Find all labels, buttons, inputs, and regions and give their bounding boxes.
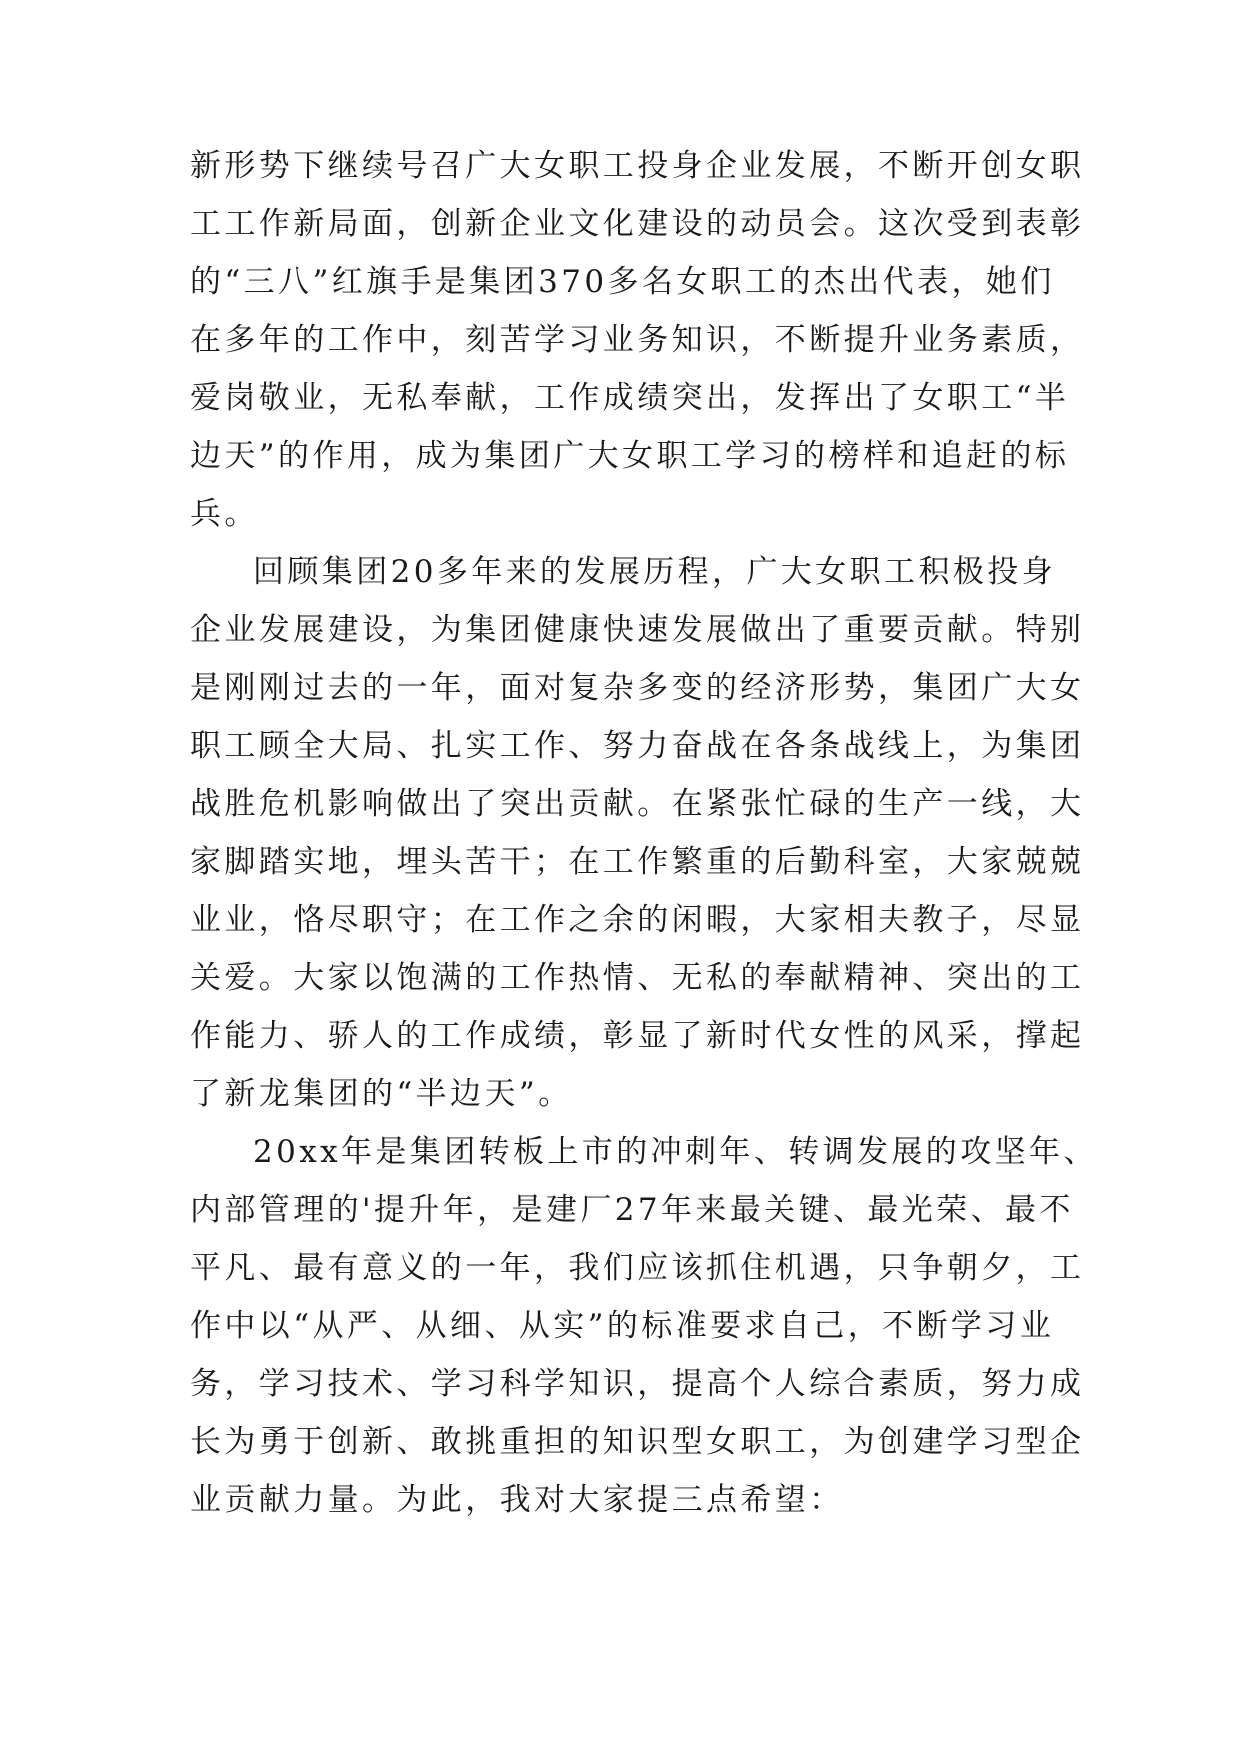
paragraph-line: 职工顾全大局、扎实工作、努力奋战在各条战线上，为集团 — [190, 728, 1085, 764]
paragraph-line: 作能力、骄人的工作成绩，彰显了新时代女性的风采，撑起 — [190, 1018, 1085, 1054]
paragraph-line: 工工作新局面，创新企业文化建设的动员会。这次受到表彰 — [190, 206, 1085, 242]
paragraph-line: 长为勇于创新、敢挑重担的知识型女职工，为创建学习型企 — [190, 1424, 1085, 1460]
paragraph-line: 家脚踏实地，埋头苦干；在工作繁重的后勤科室，大家兢兢 — [190, 844, 1085, 880]
paragraph-line: 内部管理的'提升年，是建厂27年来最关键、最光荣、最不 — [190, 1192, 1074, 1228]
paragraph-line: 业业，恪尽职守；在工作之余的闲暇，大家相夫教子，尽显 — [190, 902, 1085, 938]
paragraph-line: 回顾集团20多年来的发展历程，广大女职工积极投身 — [253, 554, 1057, 590]
paragraph-line: 关爱。大家以饱满的工作热情、无私的奉献精神、突出的工 — [190, 960, 1085, 996]
paragraph-line: 战胜危机影响做出了突出贡献。在紧张忙碌的生产一线，大 — [190, 786, 1085, 822]
paragraph-line: 是刚刚过去的一年，面对复杂多变的经济形势，集团广大女 — [190, 670, 1085, 706]
paragraph-line: 了新龙集团的“半边天”。 — [190, 1076, 573, 1112]
paragraph-line: 平凡、最有意义的一年，我们应该抓住机遇，只争朝夕，工 — [190, 1250, 1085, 1286]
paragraph-line: 新形势下继续号召广大女职工投身企业发展，不断开创女职 — [190, 148, 1085, 184]
paragraph-line: 务，学习技术、学习科学知识，提高个人综合素质，努力成 — [190, 1366, 1085, 1402]
paragraph-line: 企业发展建设，为集团健康快速发展做出了重要贡献。特别 — [190, 612, 1085, 648]
paragraph-line: 的“三八”红旗手是集团370多名女职工的杰出代表，她们 — [190, 264, 1055, 300]
paragraph-line: 边天”的作用，成为集团广大女职工学习的榜样和追赶的标 — [190, 438, 1070, 474]
paragraph-line: 20xx年是集团转板上市的冲刺年、转调发展的攻坚年、 — [253, 1134, 1098, 1170]
paragraph-line: 业贡献力量。为此，我对大家提三点希望： — [190, 1482, 844, 1518]
paragraph-line: 爱岗敬业，无私奉献，工作成绩突出，发挥出了女职工“半 — [190, 380, 1070, 416]
paragraph-line: 在多年的工作中，刻苦学习业务知识，不断提升业务素质， — [190, 322, 1085, 358]
paragraph-line: 作中以“从严、从细、从实”的标准要求自己，不断学习业 — [190, 1308, 1055, 1344]
paragraph-line: 兵。 — [190, 496, 259, 532]
